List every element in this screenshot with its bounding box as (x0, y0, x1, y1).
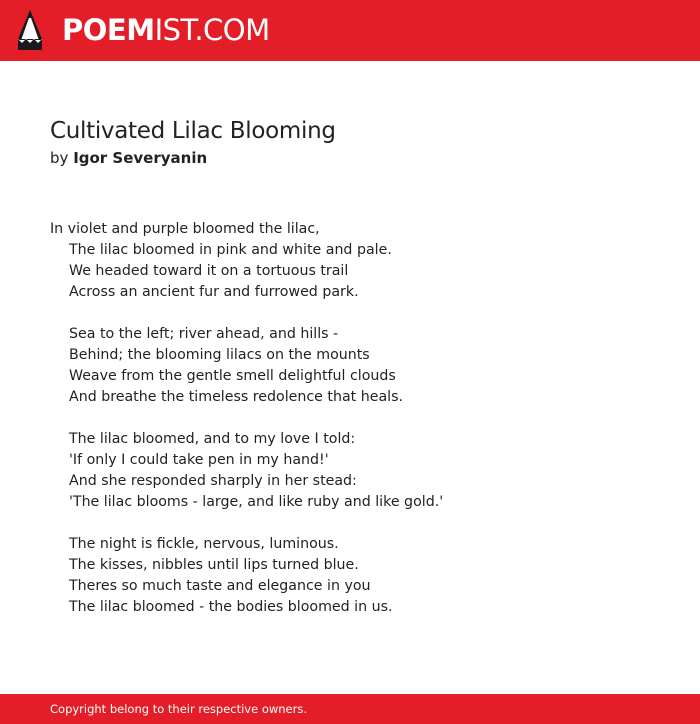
author-name: Igor Severyanin (73, 149, 208, 167)
poem-line: And breathe the timeless redolence that heals. (69, 389, 403, 405)
copyright-text: Copyright belong to their respective owners. (50, 702, 308, 716)
stanza (50, 534, 670, 618)
poem-line: 'The lilac blooms - large, and like ruby and like gold.' (69, 494, 444, 510)
poem-line: Behind; the blooming lilacs on the mounts (69, 347, 370, 363)
poem-line: The lilac bloomed in pink and white and pale. (69, 242, 392, 258)
poem-line: In violet and purple bloomed the lilac, (50, 221, 320, 237)
logo-light-text: IST.COM (154, 13, 270, 47)
poem-line: The lilac bloomed - the bodies bloomed in us. (69, 599, 393, 615)
poem-line: The kisses, nibbles until lips turned blue. (69, 557, 359, 573)
poem-line: Weave from the gentle smell delightful clouds (69, 368, 396, 384)
site-footer (0, 694, 700, 724)
poem-line: Sea to the left; river ahead, and hills - (69, 326, 339, 342)
stanza (50, 324, 670, 408)
stanza (50, 429, 670, 513)
by-label: by (50, 149, 69, 167)
poem-title: Cultivated Lilac Blooming (50, 118, 336, 144)
poem-line: Theres so much taste and elegance in you (69, 578, 371, 594)
poem-line: The night is fickle, nervous, luminous. (69, 536, 339, 552)
byline (50, 148, 207, 169)
pencil-tip-icon[interactable] (17, 9, 43, 51)
poem-line: The lilac bloomed, and to my love I told: (69, 431, 356, 447)
stanza (50, 219, 670, 303)
poem-line: And she responded sharply in her stead: (69, 473, 357, 489)
site-header (0, 0, 700, 61)
poem-line: We headed toward it on a tortuous trail (69, 263, 349, 279)
poem-body (50, 219, 670, 639)
site-logo[interactable] (62, 13, 270, 47)
logo-bold-text: POEM (62, 13, 155, 47)
poem-line: Across an ancient fur and furrowed park. (69, 284, 359, 300)
poem-line: 'If only I could take pen in my hand!' (69, 452, 329, 468)
